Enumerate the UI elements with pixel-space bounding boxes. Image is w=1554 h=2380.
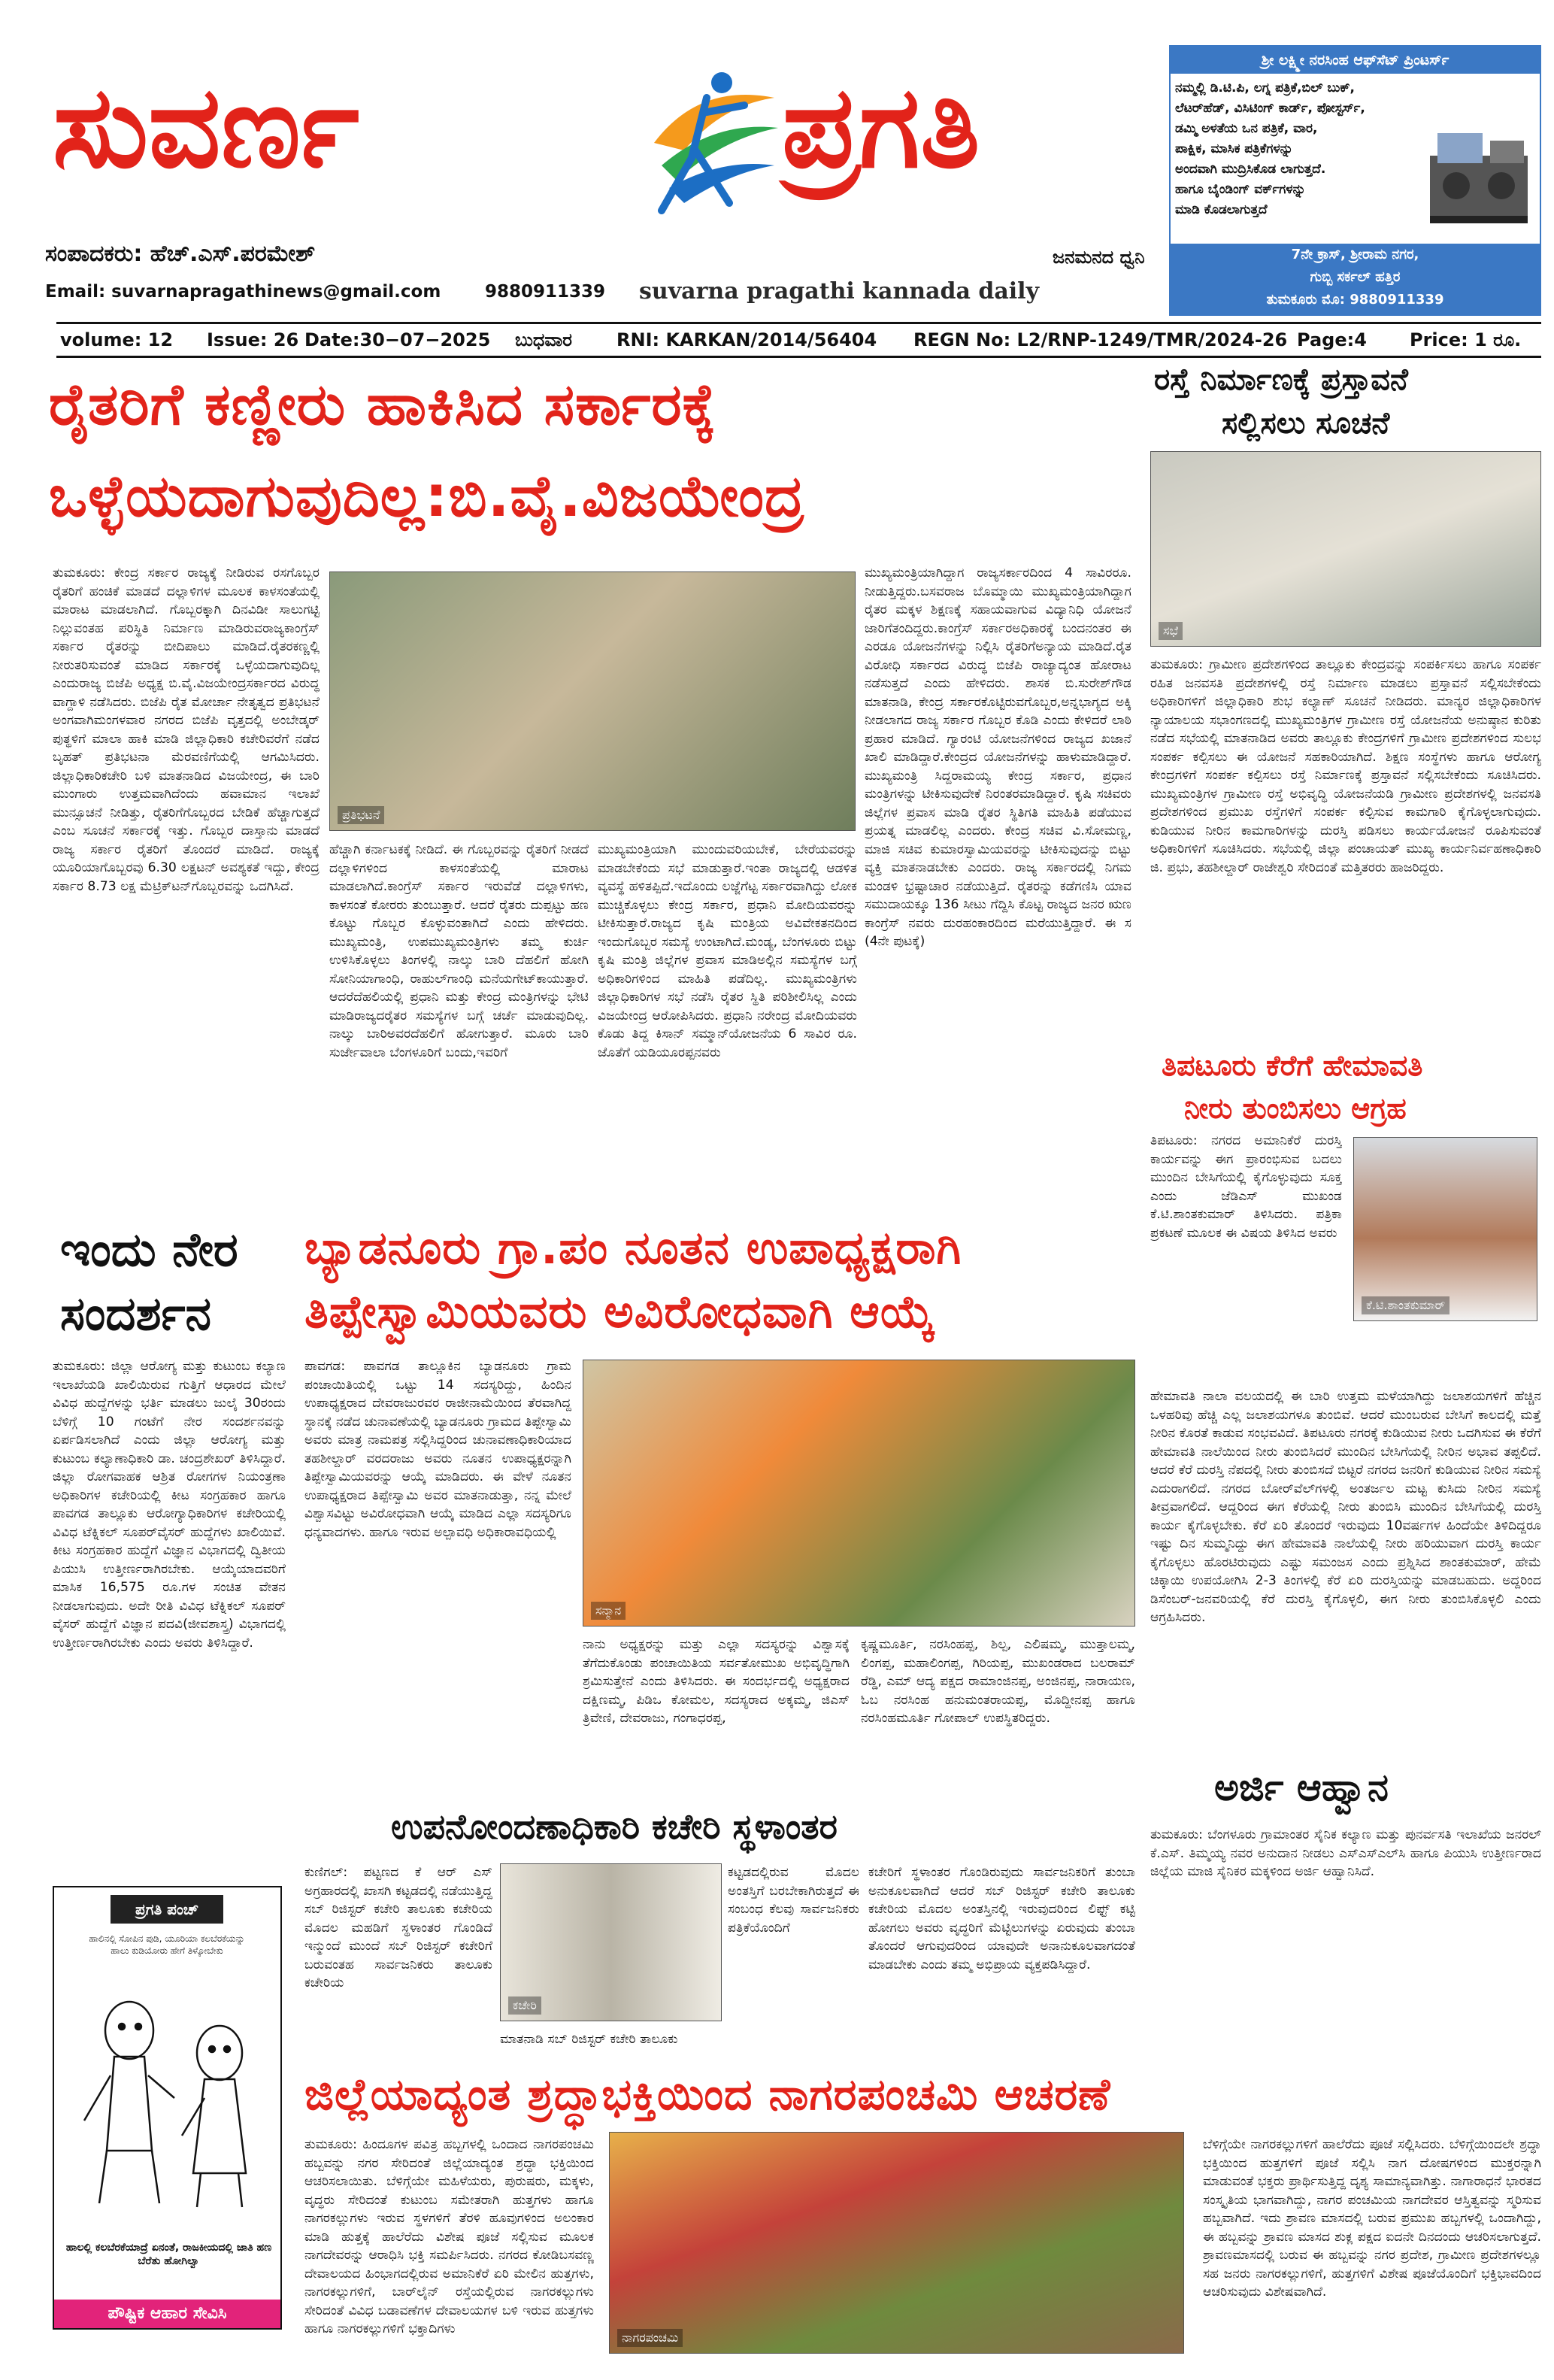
subreg-headline: ಉಪನೋಂದಣಾಧಿಕಾರಿ ಕಚೇರಿ ಸ್ಥಳಾಂತರ [391,1806,838,1847]
kicker-1: ಇಂದು ನೇರ [60,1222,238,1277]
runner-logo-icon [632,53,782,248]
lake-photo [1353,1137,1537,1321]
byadanur-photo-label: ಸನ್ಮಾನ [591,1602,626,1620]
road-body: ತುಮಕೂರು: ಗ್ರಾಮೀಣ ಪ್ರದೇಶಗಳಿಂದ ತಾಲ್ಲೂಕು ಕೇಂದ್ರವನ್ನು ಸಂಪರ್ಕಿಸಲು ಹಾಗೂ ಸಂಪರ್ಕ ರಹಿತ ಜನವಸತಿ ಪ್ರದೇಶಗಳಲ್ಲಿ ರಸ್ತೆ ನಿರ್ಮಾಣ ಮಾಡಲು ಪ್ರಸ್ತಾವನೆ ಸಲ್ಲಿಸಬೇಕೆಂದು ಅಧಿಕಾರಿಗಳಿಗೆ ಜಿಲ್ಲಾಧಿಕಾರಿ ಶುಭ ಕಲ್ಯಾಣ್ ಸೂಚನೆ ನೀಡಿದರು. ಮಾನ್ಯರ ಜಿಲ್ಲಾಧಿಕಾರಿಗಳ ನ್ಯಾಯಾಲಯ ಸಭಾಂಗಣದಲ್ಲಿ ಮುಖ್ಯಮಂತ್ರಿಗಳ ಗ್ರಾಮೀಣ ರಸ್ತೆ ಯೋಜನೆಯ ಅನುಷ್ಠಾನ ಕುರಿತು ನಡೆದ ಸಭೆಯಲ್ಲಿ ಮಾತನಾಡಿದ ಅವರು ತಾಲ್ಲೂಕು ಕೇಂದ್ರಗಳಿಗೆ ಗ್ರಾಮೀಣ ಪ್ರದೇಶಗಳಿಂದ ಸುಲಭ ಸಂಪರ್ಕ ಕಲ್ಪಿಸಲು ಈ ಯೋಜನೆ ಸಹಕಾರಿಯಾಗಿದೆ. ಶಿಕ್ಷಣ ಸಂಸ್ಥೆಗಳು ಹಾಗೂ ಆರೋಗ್ಯ ಕೇಂದ್ರಗಳಿಗೆ ಸಂಪರ್ಕ ಕಲ್ಪಿಸಲು ರಸ್ತೆ ನಿರ್ಮಾಣಕ್ಕೆ ಪ್ರಸ್ತಾವನೆ ಸಲ್ಲಿಸಬೇಕೆಂದು ಸೂಚಿಸಿದರು. ಮುಖ್ಯಮಂತ್ರಿಗಳ ಗ್ರಾಮೀಣ ರಸ್ತೆ ಅಭಿವೃದ್ಧಿ ಯೋಜನೆಯಡಿ ಗ್ರಾಮೀಣ ಪ್ರದೇಶಗಳಲ್ಲಿ ಜನವಸತಿ ಪ್ರದೇಶಗಳಿಂದ ಪ್ರಮುಖ ರಸ್ತೆಗಳಿಗೆ ಸಂಪರ್ಕ ಕಲ್ಪಿಸುವ ಕಾಮಗಾರಿ ಕೈಗೊಳ್ಳಲಾಗುವುದು. ಕುಡಿಯುವ ನೀರಿನ ಕಾಮಗಾರಿಗಳನ್ನು ದುರಸ್ತಿ ಪಡಿಸಲು ಕಾರ್ಯಯೋಜನೆ ರೂಪಿಸುವಂತೆ ಅಧಿಕಾರಿಗಳಿಗೆ ಸೂಚಿಸಿದರು. ಸಭೆಯಲ್ಲಿ ಜಿಲ್ಲಾ ಪಂಚಾಯತ್ ಮುಖ್ಯ ಕಾರ್ಯನಿರ್ವಹಣಾಧಿಕಾರಿ ಜಿ. ಪ್ರಭು, ತಹಶೀಲ್ದಾರ್ ರಾಜೇಶ್ವರಿ ಸೇರಿದಂತೆ ಮತ್ತಿತರರು ಹಾಜರಿದ್ದರು. [1150,657,1541,875]
info-bar [56,322,1541,358]
masthead [15,23,1165,323]
lead-col-4: ಮುಖ್ಯಮಂತ್ರಿಯಾಗಿದ್ದಾಗ ರಾಜ್ಯಸರ್ಕಾರದಿಂದ 4 ಸಾವಿರರೂ. ನೀಡುತ್ತಿದ್ದರು.ಬಸವರಾಜ ಬೊಮ್ಮಾಯಿ ಮುಖ್ಯಮಂತ್ರಿಯಾಗಿದ್ದಾಗ ರೈತರ ಮಕ್ಕಳ ಶಿಕ್ಷಣಕ್ಕೆ ಸಹಾಯವಾಗುವ ವಿದ್ಯಾನಿಧಿ ಯೋಜನೆ ಜಾರಿಗೆತಂದಿದ್ದರು.ಕಾಂಗ್ರೆಸ್ ಸರ್ಕಾರಅಧಿಕಾರಕ್ಕೆ ಬಂದನಂತರ ಈ ಎರಡೂ ಯೋಜನೆಗಳನ್ನು ನಿಲ್ಲಿಸಿ ರೈತರಿಗೆಅನ್ಯಾಯ ಮಾಡಿದೆ.ರೈತ ವಿರೋಧಿ ಸರ್ಕಾರದ ವಿರುದ್ಧ ಬಿಜೆಪಿ ರಾಜ್ಯಾದ್ಯಂತ ಹೋರಾಟ ನಡೆಸುತ್ತದೆ ಎಂದು ಹೇಳಿದರು. ಶಾಸಕ ಬಿ.ಸುರೇಶ್‌ಗೌಡ ಮಾತನಾಡಿ, ಕೇಂದ್ರ ಸರ್ಕಾರಕೊಟ್ಟಿರುವಗೊಬ್ಬರ,ಅನ್ನಭಾಗ್ಯದ ಅಕ್ಕಿ ನೀಡಲಾಗದ ರಾಜ್ಯ ಸರ್ಕಾರ ಗೊಬ್ಬರ ಕೊಡಿ ಎಂದು ಕೇಳಿದರೆ ಲಾಠಿ ಪ್ರಹಾರ ಮಾಡಿದೆ. ಗ್ಯಾರಂಟಿ ಯೋಜನೆಗಳಿಂದ ರಾಜ್ಯದ ಖಜಾನೆ ಖಾಲಿ ಮಾಡಿದ್ದಾರೆ.ಕೇಂದ್ರದ ಯೋಜನೆಗಳನ್ನು ಹಾಳುಮಾಡಿದ್ದಾರೆ. ಮುಖ್ಯಮಂತ್ರಿ ಸಿದ್ದರಾಮಯ್ಯ ಕೇಂದ್ರ ಸರ್ಕಾರ, ಪ್ರಧಾನ ಮಂತ್ರಿಗಳನ್ನು ಟೀಕಿಸುವುದೇಕೆ ನಿರಂತರಮಾಡಿದ್ದಾರೆ. ಕೃಷಿ ಸಚಿವರು ಜಿಲ್ಲೆಗಳ ಪ್ರವಾಸ ಮಾಡಿ ರೈತರ ಸ್ಥಿತಿಗತಿ ಮಾಹಿತಿ ಪಡೆಯುವ ಪ್ರಯತ್ನ ಮಾಡಲಿಲ್ಲ ಎಂದರು. ಕೇಂದ್ರ ಸಚಿವ ವಿ.ಸೋಮಣ್ಣ, ಮಾಜಿ ಸಚಿವ ಕುಮಾರಸ್ವಾಮಿಯವರನ್ನು ಟೀಕಿಸುವುದನ್ನು ಬಿಟ್ಟು ವ್ಯಕ್ತಿ ಮಾತನಾಡಬೇಕು ಎಂದರು. ರಾಜ್ಯ ಸರ್ಕಾರದಲ್ಲಿ ನಿಗಮ ಮಂಡಳಿ ಭ್ರಷ್ಟಾಚಾರ ನಡೆಯುತ್ತಿದೆ. ರೈತರನ್ನು ಕಡೆಗಣಿಸಿ ಯಾವ ಸಮುದಾಯಕ್ಕೂ 136 ಸೀಟು ಗೆದ್ದಿಸಿ ಕೊಟ್ಟ ರಾಜ್ಯದ ಜನರ ಋಣ ಕಾಂಗ್ರೆಸ್ ನವರು ದುರಹಂಕಾರದಿಂದ ಮರೆಯುತ್ತಿದ್ದಾರೆ. ಈ ಸ (4ನೇ ಪುಟಕ್ಕೆ) [865,565,1131,949]
lake-body: ಹೇಮಾವತಿ ನಾಲಾ ವಲಯದಲ್ಲಿ ಈ ಬಾರಿ ಉತ್ತಮ ಮಳೆಯಾಗಿದ್ದು ಜಲಾಶಯಗಳಿಗೆ ಹೆಚ್ಚಿನ ಒಳಹರಿವು ಹೆಚ್ಚಿ ಎಲ್ಲ ಜಲಾಶಯಗಳೂ ತುಂಬಿವೆ. ಆದರೆ ಮುಂಬರುವ ಬೇಸಿಗೆ ಕಾಲದಲ್ಲಿ ಮತ್ತೆ ನೀರಿನ ಕೊರತೆ ಕಾಡುವ ಸಂಭವವಿದೆ. ತಿಪಟೂರು ನಗರಕ್ಕೆ ಕುಡಿಯುವ ನೀರು ಒದಗಿಸುವ ಈ ಕೆರೆಗೆ ಹೇಮಾವತಿ ನಾಲೆಯಿಂದ ನೀರು ತುಂಬಿಸಿದರೆ ಮುಂದಿನ ಬೇಸಿಗೆಯಲ್ಲಿ ನೀರಿನ ಅಭಾವ ತಪ್ಪಲಿದೆ. ಆದರೆ ಕೆರೆ ದುರಸ್ತಿ ನೆಪದಲ್ಲಿ ನೀರು ತುಂಬಿಸದೆ ಬಿಟ್ಟರೆ ನಗರದ ಜನರಿಗೆ ಕುಡಿಯುವ ನೀರಿನ ಸಮಸ್ಯೆ ಎದುರಾಗಲಿದೆ. ನಗರದ ಬೋರ್‌ವೆಲ್‌ಗಳಲ್ಲಿ ಅಂತರ್ಜಲ ಮಟ್ಟ ಕುಸಿದು ನೀರಿನ ಸಮಸ್ಯೆ ತೀವ್ರವಾಗಲಿದೆ. ಆದ್ದರಿಂದ ಈಗ ಕೆರೆಯಲ್ಲಿ ನೀರು ತುಂಬಿಸಿ ಮುಂದಿನ ಬೇಸಿಗೆಯಲ್ಲಿ ದುರಸ್ತಿ ಕಾರ್ಯ ಕೈಗೊಳ್ಳಬೇಕು. ಕೆರೆ ಏರಿ ತೊಂದರೆ ಇರುವುದು 10ವರ್ಷಗಳ ಹಿಂದೆಯೇ ತಿಳಿದಿದ್ದರೂ ಇಷ್ಟು ದಿನ ಸುಮ್ಮನಿದ್ದು ಈಗ ಹೇಮಾವತಿ ನಾಲೆಯಲ್ಲಿ ನೀರು ಹರಿಯುವಾಗ ದುರಸ್ತಿ ಕಾರ್ಯ ಕೈಗೊಳ್ಳಲು ಹೊರಟಿರುವುದು ಎಷ್ಟು ಸಮಂಜಸ ಎಂದು ಪ್ರಶ್ನಿಸಿದ ಶಾಂತಕುಮಾರ್, ಹೇಮೆ ಚಿಕ್ಕಾಯಿ ಉಪಯೋಗಿಸಿ 2-3 ತಿಂಗಳಲ್ಲಿ ಕೆರೆ ಏರಿ ದುರಸ್ತಿಯನ್ನು ಮಾಡಬಹುದು. ಅದ್ದರಿಂದ ಡಿಸೆಂಬರ್-ಜನವರಿಯಲ್ಲಿ ಕೆರೆ ದುರಸ್ತಿ ಕೈಗೊಳ್ಳಲಿ, ಈಗ ನೀರು ತುಂಬಿಸಿಕೊಳ್ಳಲಿ ಎಂದು ಆಗ್ರಹಿಸಿದರು. [1150,1389,1541,1625]
office-photo-label: ಕಚೇರಿ [508,1996,541,2015]
rni-number: RNI: KARKAN/2014/56404 [616,329,877,350]
issue: Issue: 26 [207,329,299,350]
cartoon-title: ಪ್ರಗತಿ ಪಂಚ್ [111,1895,223,1924]
arji-body: ತುಮಕೂರು: ಬೆಂಗಳೂರು ಗ್ರಾಮಾಂತರ ಸೈನಿಕ ಕಲ್ಯಾಣ ಮತ್ತು ಪುನರ್ವಸತಿ ಇಲಾಖೆಯ ಜನರಲ್ ಕೆ.ಎಸ್. ತಿಮ್ಮಯ್ಯ ನವರ ಅನುದಾನ ನೀಡಲು ಎಸ್‌ಎಸ್‌ಎಲ್‌ಸಿ ಹಾಗೂ ಪಿಯುಸಿ ಉತ್ತೀರ್ಣರಾದ ಜಿಲ್ಲೆಯ ಮಾಜಿ ಸೈನಿಕರ ಮಕ್ಕಳಿಂದ ಅರ್ಜಿ ಆಹ್ವಾನಿಸಿದೆ. [1150,1827,1541,1879]
byadanur-photo [583,1360,1135,1627]
lead-photo-label: ಪ್ರತಿಭಟನೆ [338,806,384,824]
lake-headline-2: ನೀರು ತುಂಬಿಸಲು ಆಗ್ರಹ [1184,1092,1407,1125]
cartoon-footer: ಪೌಷ್ಟಿಕ ಆಹಾರ ಸೇವಿಸಿ [54,2300,280,2328]
lead-col-2: ಹೆಚ್ಚಾಗಿ ಕರ್ನಾಟಕಕ್ಕೆ ನೀಡಿದೆ. ಈ ಗೊಬ್ಬರವನ್ನು ರೈತರಿಗೆ ನೀಡದೆ ದಲ್ಲಾಳಿಗಳಿಂದ ಕಾಳಸಂತೆಯಲ್ಲಿ ಮಾರಾಟ ಮಾಡಲಾಗಿದೆ.ಕಾಂಗ್ರೆಸ್ ಸರ್ಕಾರ ಇರುವೆಡೆ ದಲ್ಲಾಳಿಗಳು, ಕಾಳಸಂತೆ ಕೋರರು ತುಂಬುತ್ತಾರೆ. ಆದರೆ ರೈತರು ದುಪ್ಪಟ್ಟು ಹಣ ಕೊಟ್ಟು ಗೊಬ್ಬರ ಕೊಳ್ಳುವಂತಾಗಿದೆ ಎಂದು ಹೇಳಿದರು. ಮುಖ್ಯಮಂತ್ರಿ, ಉಪಮುಖ್ಯಮಂತ್ರಿಗಳು ತಮ್ಮ ಕುರ್ಚಿ ಉಳಿಸಿಕೊಳ್ಳಲು ತಿಂಗಳಲ್ಲಿ ನಾಲ್ಕು ಬಾರಿ ದೆಹಲಿಗೆ ಹೋಗಿ ಸೋನಿಯಾಗಾಂಧಿ, ರಾಹುಲ್‌ಗಾಂಧಿ ಮನೆಯಗೇಟ್‌ಕಾಯುತ್ತಾರೆ. ಆದರೆದೆಹಲಿಯಲ್ಲಿ ಪ್ರಧಾನಿ ಮತ್ತು ಕೇಂದ್ರ ಮಂತ್ರಿಗಳನ್ನು ಭೇಟಿ ಮಾಡಿರಾಜ್ಯದರೈತರ ಸಮಸ್ಯೆಗಳ ಬಗ್ಗೆ ಚರ್ಚೆ ಮಾಡುವುದಿಲ್ಲ. ನಾಲ್ಕು ಬಾರಿಅವರದೆಹಲಿಗೆ ಹೋಗುತ್ತಾರೆ. ಮೂರು ಬಾರಿ ಸುರ್ಜೇವಾಲಾ ಬೆಂಗಳೂರಿಗೆ ಬಂದು,ಇವರಿಗೆ [329,842,589,1060]
ad-address-line: ತುಮಕೂರು ಮೊ: 9880911339 [1266,292,1444,308]
date: Date:30−07−2025 [304,329,491,350]
road-photo-label: ಸಭೆ [1159,622,1183,640]
lake-intro: ತಿಪಟೂರು: ನಗರದ ಅಮಾನಿಕೆರೆ ದುರಸ್ತಿ ಕಾರ್ಯವನ್ನು ಈಗ ಪ್ರಾರಂಭಿಸುವ ಬದಲು ಮುಂದಿನ ಬೇಸಿಗೆಯಲ್ಲಿ ಕೈಗೊಳ್ಳುವುದು ಸೂಕ್ತ ಎಂದು ಜೆಡಿಎಸ್ ಮುಖಂಡ ಕೆ.ಟಿ.ಶಾಂತಕುಮಾರ್ ತಿಳಿಸಿದರು. ಪತ್ರಿಕಾ ಪ್ರಕಟಣೆ ಮೂಲಕ ಈ ವಿಷಯ ತಿಳಿಸಿದ ಅವರು [1150,1133,1342,1241]
arji-headline: ಅರ್ಜಿ ಆಹ್ವಾನ [1214,1766,1389,1809]
byadanur-col-2: ನಾನು ಅಧ್ಯಕ್ಷರನ್ನು ಮತ್ತು ಎಲ್ಲಾ ಸದಸ್ಯರನ್ನು ವಿಶ್ವಾಸಕ್ಕೆ ತೆಗೆದುಕೊಂಡು ಪಂಚಾಯಿತಿಯ ಸರ್ವತೋಮುಖ ಅಭಿವೃದ್ಧಿಗಾಗಿ ಶ್ರಮಿಸುತ್ತೇನೆ ಎಂದು ತಿಳಿಸಿದರು. ಈ ಸಂದರ್ಭದಲ್ಲಿ ಅಧ್ಯಕ್ಷರಾದ ದಕ್ಷಿಣಮ್ಮ, ಪಿಡಿಒ ಕೋಮಲ, ಸದಸ್ಯರಾದ ಅಕ್ಕಮ್ಮ, ಜಿಎಸ್ ತ್ರಿವೇಣಿ, ದೇವರಾಜು, ಗಂಗಾಧರಪ್ಪ, [583,1637,850,1726]
ad-line: ನಮ್ಮಲ್ಲಿ ಡಿ.ಟಿ.ಪಿ, ಲಗ್ನ ಪತ್ರಿಕೆ,ಬಿಲ್ ಬುಕ್, [1175,80,1355,96]
email-line: Email: suvarnapragathinews@gmail.com [45,282,441,302]
phone-line: 9880911339 [485,282,606,302]
subreg-col-1: ಕುಣಿಗಲ್: ಪಟ್ಟಣದ ಕೆ ಆರ್ ಎಸ್ ಅಗ್ರಹಾರದಲ್ಲಿ ಖಾಸಗಿ ಕಟ್ಟಡದಲ್ಲಿ ನಡೆಯುತ್ತಿದ್ದ ಸಬ್ ರಿಜಿಸ್ಟರ್ ಕಚೇರಿ ತಾಲೂಕು ಕಚೇರಿಯ ಮೊದಲ ಮಹಡಿಗೆ ಸ್ಥಳಾಂತರ ಗೊಂಡಿದೆ ಇನ್ಮುಂದೆ ಮುಂದೆ ಸಬ್ ರಿಜಿಸ್ಟರ್ ಕಚೇರಿಗೆ ಬರುವಂತಹ ಸಾರ್ವಜನಿಕರು ತಾಲೂಕು ಕಚೇರಿಯ [304,1865,492,1990]
ad-line: ಮಾಡಿ ಕೊಡಲಾಗುತ್ತದೆ [1175,202,1268,217]
ad-address-line: 7ನೇ ಕ್ರಾಸ್, ಶ್ರೀರಾಮ ನಗರ, [1291,247,1419,262]
road-headline-2: ಸಲ್ಲಿಸಲು ಸೂಚನೆ [1222,406,1390,441]
page-number: Page:4 [1297,329,1367,350]
byadanur-col-1: ಪಾವಗಡ: ಪಾವಗಡ ತಾಲ್ಲೂಕಿನ ಬ್ಯಾಡನೂರು ಗ್ರಾಮ ಪಂಚಾಯಿತಿಯಲ್ಲಿ ಒಟ್ಟು 14 ಸದಸ್ಯರಿದ್ದು, ಹಿಂದಿನ ಉಪಾಧ್ಯಕ್ಷರಾದ ದೇವರಾಜುರವರ ರಾಜೀನಾಮೆಯಿಂದ ತೆರವಾಗಿದ್ದ ಸ್ಥಾನಕ್ಕೆ ನಡೆದ ಚುನಾವಣೆಯಲ್ಲಿ ಬ್ಯಾಡನೂರು ಗ್ರಾಮದ ತಿಪ್ಪೇಸ್ವಾಮಿ ಅವರು ಮಾತ್ರ ನಾಮಪತ್ರ ಸಲ್ಲಿಸಿದ್ದರಿಂದ ಚುನಾವಣಾಧಿಕಾರಿಯಾದ ತಹಶೀಲ್ದಾರ್ ವರದರಾಜು ಅವರು ನೂತನ ಉಪಾಧ್ಯಕ್ಷರನ್ನಾಗಿ ತಿಪ್ಪೇಸ್ವಾಮಿಯವರನ್ನು ಆಯ್ಕೆ ಮಾಡಿದರು. ಈ ವೇಳೆ ನೂತನ ಉಪಾಧ್ಯಕ್ಷರಾದ ತಿಪ್ಪೇಸ್ವಾಮಿ ಅವರ ಮಾತನಾಡುತ್ತಾ, ನನ್ನ ಮೇಲೆ ವಿಶ್ವಾಸವಿಟ್ಟು ಅವಿರೋಧವಾಗಿ ಆಯ್ಕೆ ಮಾಡಿದ ಎಲ್ಲಾ ಸದಸ್ಯರಿಗೂ ಧನ್ಯವಾದಗಳು. ಹಾಗೂ ಇರುವ ಅಲ್ಪಾವಧಿ ಅಧಿಕಾರಾವಧಿಯಲ್ಲಿ [304,1359,571,1540]
ad-printers [1169,45,1541,316]
lake-headline-1: ತಿಪಟೂರು ಕೆರೆಗೆ ಹೇಮಾವತಿ [1162,1049,1423,1082]
subreg-col-3: ಕಚೇರಿಗೆ ಸ್ಥಳಾಂತರ ಗೊಂಡಿರುವುದು ಸಾರ್ವಜನಿಕರಿಗೆ ತುಂಬಾ ಅನುಕೂಲವಾಗಿದೆ ಆದರೆ ಸಬ್ ರಿಜಿಸ್ಟರ್ ಕಚೇರಿ ತಾಲೂಕು ಕಚೇರಿಯ ಮೊದಲ ಅಂತಸ್ತಿನಲ್ಲಿ ಇರುವುದರಿಂದ ಲಿಫ್ಟ್ ಕಟ್ಟಿ ಹೋಗಲು ಅವರು ವೃದ್ಧರಿಗೆ ಮೆಟ್ಟಿಲುಗಳನ್ನು ಏರುವುದು ತುಂಬಾ ತೊಂದರೆ ಆಗುವುದರಿಂದ ಯಾವುದೇ ಅನಾನುಕೂಲವಾಗದಂತೆ ಮಾಡಬೇಕು ಎಂದು ತಮ್ಮ ಅಭಿಪ್ರಾಯ ವ್ಯಕ್ತಪಡಿಸಿದ್ದಾರೆ. [868,1865,1135,1972]
ad-line: ಹಾಗೂ ಬೈಂಡಿಂಗ್ ವರ್ಕ್‌ಗಳನ್ನು [1175,182,1306,197]
office-photo [500,1863,722,2021]
logo-emblem [632,53,782,248]
ad-address-line: ಗುಬ್ಬಿ ಸರ್ಕಲ್ ಹತ್ತಿರ [1310,269,1401,285]
subreg-col-2-tail: ಮಾತನಾಡಿ ಸಬ್ ರಿಜಿಸ್ಟರ್ ಕಚೇರಿ ತಾಲೂಕು [500,2032,678,2047]
ad-line: ಡಮ್ಮಿ ಅಳತೆಯ ಒನ ಪತ್ರಿಕೆ, ವಾರ, [1175,121,1318,136]
printing-press-icon [1422,118,1535,231]
editor-line: ಸಂಪಾದಕರು: ಹೆಚ್.ಎಸ್.ಪರಮೇಶ್ [45,241,316,267]
nagara-headline: ಜಿಲ್ಲೆಯಾದ್ಯಂತ ಶ್ರದ್ಧಾಭಕ್ತಿಯಿಂದ ನಾಗರಪಂಚಮಿ ಆಚರಣೆ [304,2069,1111,2120]
weekday: ಬುಧವಾರ [515,329,572,350]
ad-address [1171,244,1540,314]
nagara-photo [609,2132,1184,2354]
lead-col-1: ತುಮಕೂರು: ಕೇಂದ್ರ ಸರ್ಕಾರ ರಾಜ್ಯಕ್ಕೆ ನೀಡಿರುವ ರಸಗೊಬ್ಬರ ರೈತರಿಗೆ ಹಂಚಿಕೆ ಮಾಡದೆ ದಲ್ಲಾಳಿಗಳ ಮೂಲಕ ಕಾಳಸಂತೆಯಲ್ಲಿ ಮಾರಾಟ ಮಾಡಲಾಗಿದೆ. ಗೊಬ್ಬರಕ್ಕಾಗಿ ದಿನವಿಡೀ ಸಾಲುಗಟ್ಟಿ ನಿಲ್ಲುವಂತಹ ಪರಿಸ್ಥಿತಿ ನಿರ್ಮಾಣ ಮಾಡಿರುವರಾಜ್ಯಕಾಂಗ್ರೆಸ್ ಸರ್ಕಾರ ರೈತರನ್ನು ಬೀದಿಪಾಲು ಮಾಡಿದೆ.ರೈತರಕಣ್ಣಲ್ಲಿ ನೀರುತರಿಸುವಂತೆ ಮಾಡಿದ ಸರ್ಕಾರಕ್ಕೆ ಒಳ್ಳೆಯದಾಗುವುದಿಲ್ಲ ಎಂದುರಾಜ್ಯ ಬಿಜೆಪಿ ಅಧ್ಯಕ್ಷ ಬಿ.ವೈ.ವಿಜಯೇಂದ್ರಸರ್ಕಾರದ ವಿರುದ್ಧ ವಾಗ್ದಾಳಿ ನಡೆಸಿದರು. ಬಿಜೆಪಿ ರೈತ ಮೋರ್ಚಾ ನೇತೃತ್ವದ ಪ್ರತಿಭಟನೆ ಅಂಗವಾಗಿಮಂಗಳವಾರ ನಗರದ ಬಿಜೆಪಿ ವೃತ್ತದಲ್ಲಿ ಅಂಬೇಡ್ಕರ್ ಪುತ್ಥಳಿಗೆ ಮಾಲಾ ಹಾಕಿ ಮಾಡಿ ಜಿಲ್ಲಾಧಿಕಾರಿ ಕಚೇರಿವರೆಗೆ ನಡೆದ ಬೃಹತ್ ಪ್ರತಿಭಟನಾ ಮೆರವಣಿಗೆಯಲ್ಲಿ ಆಗಮಿಸಿದರು. ಜಿಲ್ಲಾಧಿಕಾರಿಕಚೇರಿ ಬಳಿ ಮಾತನಾಡಿದ ವಿಜಯೇಂದ್ರ, ಈ ಬಾರಿ ಮುಂಗಾರು ಉತ್ತಮವಾಗಿದೆಂದು ಹವಾಮಾನ ಇಲಾಖೆ ಮುನ್ಸೂಚನೆ ನೀಡಿತ್ತು, ರೈತರಿಗೆಗೊಬ್ಬರದ ಬೇಡಿಕೆ ಹೆಚ್ಚಾಗುತ್ತದೆ ಎಂಬ ಸೂಚನೆ ಸರ್ಕಾರಕ್ಕೆ ಇತ್ತು. ಗೊಬ್ಬರ ದಾಸ್ತಾನು ಮಾಡದೆ ರಾಜ್ಯ ಸರ್ಕಾರ ರೈತರಿಗೆ ತೊಂದರೆ ಮಾಡಿದೆ. ರಾಜ್ಯಕ್ಕೆ ಯೂರಿಯಾಗೊಬ್ಬರವು 6.30 ಲಕ್ಷಟನ್ ಅವಶ್ಯಕತೆ ಇದ್ದು, ಕೇಂದ್ರ ಸರ್ಕಾರ 8.73 ಲಕ್ಷ ಮೆಟ್ರಿಕ್‌ಟನ್‌ಗೊಬ್ಬರವನ್ನು ಒದಗಿಸಿದೆ. [53,565,320,894]
volume: volume: 12 [60,329,174,350]
byadanur-col-3: ಕೃಷ್ಣಮೂರ್ತಿ, ನರಸಿಂಹಪ್ಪ, ಶಿಲ್ಪ, ಎಲಿಷಮ್ಮ, ಮುತ್ತಾಲಮ್ಮ, ಲಿಂಗಪ್ಪ, ಮಹಾಲಿಂಗಪ್ಪ, ಗಿರಿಯಪ್ಪ, ಮುಖಂಡರಾದ ಬಲರಾಮ್ ರೆಡ್ಡಿ, ಎಮ್ ಆದ್ಯ ಪಕ್ಷದ ರಾಮಾಂಜಿನಪ್ಪ, ಅಂಜಿನಪ್ಪ, ನಾರಾಯಣ, ಓಬ ನರಸಿಂಹ ಹನುಮಂತರಾಯಪ್ಪ, ಮೊದ್ದೀನಪ್ಪ ಹಾಗೂ ನರಸಿಂಹಮೂರ್ತಿ ಗೋಪಾಲ್ ಉಪಸ್ಥಿತರಿದ್ದರು. [861,1637,1135,1726]
cartoon-box [53,1886,282,2330]
regn-number: REGN No: L2/RNP-1249/TMR/2024-26 [913,329,1288,350]
cartoon-caption: ಹಾಲಲ್ಲಿ ಕಲಬೆರಕೆಯಾದ್ರೆ ಏನಂತೆ, ರಾಜಕೀಯದಲ್ಲಿ ಜಾತಿ ಹಣ ಬೆರೆತು ಹೋಗಿಲ್ವಾ [65,2242,272,2267]
nagara-col-3: ಬೆಳಿಗ್ಗೆಯೇ ನಾಗರಕಲ್ಲುಗಳಿಗೆ ಹಾಲೆರೆದು ಪೂಜೆ ಸಲ್ಲಿಸಿದರು. ಬೆಳಿಗ್ಗೆಯಿಂದಲೇ ಶ್ರದ್ಧಾ ಭಕ್ತಿಯಿಂದ ಹುತ್ತಗಳಿಗೆ ಪೂಜೆ ಸಲ್ಲಿಸಿ ನಾಗ ದೋಷಗಳಿಂದ ಮುಕ್ತರನ್ನಾಗಿ ಮಾಡುವಂತೆ ಭಕ್ತರು ಪ್ರಾರ್ಥಿಸುತ್ತಿದ್ದ ದೃಶ್ಯ ಸಾಮಾನ್ಯವಾಗಿತ್ತು. ನಾಗಾರಾಧನೆ ಭಾರತದ ಸಂಸ್ಕೃತಿಯ ಭಾಗವಾಗಿದ್ದು, ನಾಗರ ಪಂಚಮಿಯ ನಾಗದೇವರ ಆಸ್ತಿತ್ವವನ್ನು ಸ್ಮರಿಸುವ ಹಬ್ಬವಾಗಿದೆ. ಇದು ಶ್ರಾವಣ ಮಾಸದಲ್ಲಿ ಬರುವ ಪ್ರಮುಖ ಹಬ್ಬಗಳಲ್ಲಿ ಒಂದಾಗಿದ್ದು, ಈ ಹಬ್ಬವನ್ನು ಶ್ರಾವಣ ಮಾಸದ ಶುಕ್ಲ ಪಕ್ಷದ ಐದನೇ ದಿನದಂದು ಆಚರಿಸಲಾಗುತ್ತದೆ. ಶ್ರಾವಣಮಾಸದಲ್ಲಿ ಬರುವ ಈ ಹಬ್ಬವನ್ನು ನಗರ ಪ್ರದೇಶ, ಗ್ರಾಮೀಣ ಪ್ರದೇಶಗಳಲ್ಲೂ ಸಹ ಜನರು ನಾಗರಕಲ್ಲುಗಳಿಗೆ, ಹುತ್ತಗಳಿಗೆ ವಿಶೇಷ ಪೂಜೆಯೊಂದಿಗೆ ಭಕ್ತಿಭಾವದಿಂದ ಆಚರಿಸುವುದು ವಿಶೇಷವಾಗಿದೆ. [1203,2137,1541,2300]
masthead-title-left: ಸುವರ್ಣ [53,62,359,193]
ad-line: ಅಂದವಾಗಿ ಮುದ್ರಿಸಿಕೊಡ ಲಾಗುತ್ತದೆ. [1175,162,1326,177]
lead-col-3: ಮುಖ್ಯಮಂತ್ರಿಯಾಗಿ ಮುಂದುವರಿಯಬೇಕೆ, ಬೇರೆಯವರನ್ನು ಮಾಡಬೇಕೆಂದು ಸಭೆ ಮಾಡುತ್ತಾರೆ.ಇಂತಾ ರಾಜ್ಯದಲ್ಲಿ ಆಡಳಿತ ವ್ಯವಸ್ಥೆ ಹಳಿತಪ್ಪಿದೆ.ಇದೊಂದು ಲಜ್ಜೆಗೆಟ್ಟ ಸರ್ಕಾರವಾಗಿದ್ದು ಲೋಕ ಮುಚ್ಚಿಕೊಳ್ಳಲು ಕೇಂದ್ರ ಸರ್ಕಾರ, ಪ್ರಧಾನಿ ಮೋದಿಯವರನ್ನು ಟೀಕಿಸುತ್ತಾರೆ.ರಾಜ್ಯದ ಕೃಷಿ ಮಂತ್ರಿಯ ಅವಿವೇಕತನದಿಂದ ಇಂದುಗೊಬ್ಬರ ಸಮಸ್ಯೆ ಉಂಟಾಗಿದೆ.ಮಂಡ್ಯ, ಬೆಂಗಳೂರು ಬಿಟ್ಟು ಕೃಷಿ ಮಂತ್ರಿ ಜಿಲ್ಲೆಗಳ ಪ್ರವಾಸ ಮಾಡಿಅಲ್ಲಿನ ಸಮಸ್ಯೆಗಳ ಬಗ್ಗೆ ಅಧಿಕಾರಿಗಳಿಂದ ಮಾಹಿತಿ ಪಡೆದಿಲ್ಲ. ಮುಖ್ಯಮಂತ್ರಿಗಳು ಜಿಲ್ಲಾಧಿಕಾರಿಗಳ ಸಭೆ ನಡೆಸಿ ರೈತರ ಸ್ಥಿತಿ ಪರಿಶೀಲಿಸಿಲ್ಲ ಎಂದು ವಿಜಯೇಂದ್ರ ಆರೋಪಿಸಿದರು. ಪ್ರಧಾನಿ ನರೇಂದ್ರ ಮೋದಿಯವರು ಕೊಡು ತಿದ್ದ ಕಿಸಾನ್ ಸಮ್ಮಾನ್‌ಯೋಜನೆಯ 6 ಸಾವಿರ ರೂ. ಜೊತೆಗೆ ಯಡಿಯೂರಪ್ಪನವರು [598,842,857,1060]
masthead-title-right: ಪ್ರಗತಿ [782,62,980,193]
ad-title: ಶ್ರೀ ಲಕ್ಷ್ಮೀ ನರಸಿಂಹ ಆಫ್‌ಸೆಟ್ ಪ್ರಿಂಟರ್ಸ್ [1171,47,1540,74]
road-photo [1150,451,1541,647]
subreg-col-2: ಕಟ್ಟಡದಲ್ಲಿರುವ ಮೊದಲ ಅಂತಸ್ತಿಗೆ ಬರಬೇಕಾಗಿರುತ್ತದೆ ಈ ಸಂಬಂಧ ಕೆಲವು ಸಾರ್ವಜನಿಕರು ಪತ್ರಿಕೆಯೊಂದಿಗೆ [728,1865,859,1936]
nagara-col-1: ತುಮಕೂರು: ಹಿಂದೂಗಳ ಪವಿತ್ರ ಹಬ್ಬಗಳಲ್ಲಿ ಒಂದಾದ ನಾಗರಪಂಚಮಿ ಹಬ್ಬವನ್ನು ನಗರ ಸೇರಿದಂತೆ ಜಿಲ್ಲೆಯಾದ್ಯಂತ ಶ್ರದ್ಧಾ ಭಕ್ತಿಯಿಂದ ಆಚರಿಸಲಾಯಿತು. ಬೆಳಿಗ್ಗೆಯೇ ಮಹಿಳೆಯರು, ಪುರುಷರು, ಮಕ್ಕಳು, ವೃದ್ಧರು ಸೇರಿದಂತೆ ಕುಟುಂಬ ಸಮೇತರಾಗಿ ಹುತ್ತಗಳು ಹಾಗೂ ನಾಗರಕಲ್ಲುಗಳು ಇರುವ ಸ್ಥಳಗಳಿಗೆ ತೆರಳಿ ಹೂವುಗಳಿಂದ ಅಲಂಕಾರ ಮಾಡಿ ಹುತ್ತಕ್ಕೆ ಹಾಲೆರೆದು ವಿಶೇಷ ಪೂಜೆ ಸಲ್ಲಿಸುವ ಮೂಲಕ ನಾಗದೇವರನ್ನು ಆರಾಧಿಸಿ ಭಕ್ತಿ ಸಮರ್ಪಿಸಿದರು. ನಗರದ ಕೋಡಿಬಸವಣ್ಣ ದೇವಾಲಯದ ಹಿಂಭಾಗದಲ್ಲಿರುವ ಅಮಾನಿಕೆರೆ ಏರಿ ಮೇಲಿನ ಹುತ್ತಗಳು, ನಾಗರಕಲ್ಲುಗಳಿಗೆ, ಬಾರ್‌ಲೈನ್ ರಸ್ತೆಯಲ್ಲಿರುವ ನಾಗರಕಲ್ಲುಗಳು ಸೇರಿದಂತೆ ವಿವಿಧ ಬಡಾವಣೆಗಳ ದೇವಾಲಯಗಳ ಬಳಿ ಇರುವ ಹುತ್ತಗಳು ಹಾಗೂ ನಾಗರಕಲ್ಲುಗಳಿಗೆ ಭಕ್ತಾದಿಗಳು [304,2137,594,2336]
interview-body: ತುಮಕೂರು: ಜಿಲ್ಲಾ ಆರೋಗ್ಯ ಮತ್ತು ಕುಟುಂಬ ಕಲ್ಯಾಣ ಇಲಾಖೆಯಡಿ ಖಾಲಿಯಿರುವ ಗುತ್ತಿಗೆ ಆಧಾರದ ಮೇಲೆ ವಿವಿಧ ಹುದ್ದೆಗಳನ್ನು ಭರ್ತಿ ಮಾಡಲು ಜುಲೈ 30ರಂದು ಬೆಳಿಗ್ಗೆ 10 ಗಂಟೆಗೆ ನೇರ ಸಂದರ್ಶನವನ್ನು ಏರ್ಪಡಿಸಲಾಗಿದೆ ಎಂದು ಜಿಲ್ಲಾ ಆರೋಗ್ಯ ಮತ್ತು ಕುಟುಂಬ ಕಲ್ಯಾಣಾಧಿಕಾರಿ ಡಾ. ಚಂದ್ರಶೇಖರ್ ತಿಳಿಸಿದ್ದಾರೆ. ಜಿಲ್ಲಾ ರೋಗವಾಹಕ ಆಶ್ರಿತ ರೋಗಗಳ ನಿಯಂತ್ರಣಾ ಅಧಿಕಾರಿಗಳ ಕಚೇರಿಯಲ್ಲಿ ಕೀಟ ಸಂಗ್ರಹಕಾರ ಹಾಗೂ ಪಾವಗಡ ತಾಲ್ಲೂಕು ಆರೋಗ್ಯಾಧಿಕಾರಿಗಳ ಕಚೇರಿಯಲ್ಲಿ ವಿವಿಧ ಟೆಕ್ನಿಕಲ್ ಸೂಪರ್‌ವೈಸರ್ ಹುದ್ದೆಗಳು ಖಾಲಿಯಿವೆ. ಕೀಟ ಸಂಗ್ರಹಕಾರ ಹುದ್ದೆಗೆ ವಿಜ್ಞಾನ ವಿಭಾಗದಲ್ಲಿ ದ್ವಿತೀಯ ಪಿಯುಸಿ ಉತ್ತೀರ್ಣರಾಗಿರಬೇಕು. ಆಯ್ಕೆಯಾದವರಿಗೆ ಮಾಸಿಕ 16,575 ರೂ.ಗಳ ಸಂಚಿತ ವೇತನ ನೀಡಲಾಗುವುದು. ಅದೇ ರೀತಿ ವಿವಿಧ ಟೆಕ್ನಿಕಲ್ ಸೂಪರ್ ವೈಸರ್ ಹುದ್ದೆಗೆ ವಿಜ್ಞಾನ ಪದವಿ(ಜೀವಶಾಸ್ತ್ರ) ವಿಭಾಗದಲ್ಲಿ ಉತ್ತೀರ್ಣರಾಗಿರಬೇಕು ಎಂದು ಅವರು ತಿಳಿಸಿದ್ದಾರೆ. [53,1359,286,1651]
lead-headline-1: ರೈತರಿಗೆ ಕಣ್ಣೀರು ಹಾಕಿಸಿದ ಸರ್ಕಾರಕ್ಕೆ [49,371,717,438]
price: Price: 1 ರೂ. [1410,329,1522,350]
ad-line: ಲೆಟರ್‌ಹೆಡ್, ವಿಸಿಟಿಂಗ್ ಕಾರ್ಡ್, ಪೋಸ್ಟರ್ಸ್, [1175,101,1365,116]
byadanur-headline-2: ತಿಪ್ಪೇಸ್ವಾಮಿಯವರು ಅವಿರೋಧವಾಗಿ ಆಯ್ಕೆ [304,1286,936,1339]
tagline: ಜನಮನದ ಧ್ವನಿ [1053,247,1145,268]
ad-line: ಪಾಕ್ಷಿಕ, ಮಾಸಿಕ ಪತ್ರಿಕೆಗಳನ್ನು [1175,141,1293,156]
lake-photo-label: ಕೆ.ಟಿ.ಶಾಂತಕುಮಾರ್ [1362,1296,1449,1314]
cartoon-drawing-icon [69,1985,268,2211]
ad-lines [1175,78,1423,220]
english-name: suvarna pragathi kannada daily [639,278,1040,305]
byadanur-headline-1: ಬ್ಯಾಡನೂರು ಗ್ರಾ.ಪಂ ನೂತನ ಉಪಾಧ್ಯಕ್ಷರಾಗಿ [304,1222,962,1275]
lead-headline-2: ಒಳ್ಳೆಯದಾಗುವುದಿಲ್ಲ:ಬಿ.ವೈ.ವಿಜಯೇಂದ್ರ [49,462,805,529]
lead-photo [329,572,856,831]
cartoon-speech: ಹಾಲಿನಲ್ಲಿ ಸೋಪಿನ ಪುಡಿ, ಯೂರಿಯಾ ಕಲಬೆರಕೆಯನ್ನು ಹಾಲು ಕುಡಿಯೋರು ಹೇಗೆ ತಿಳ್ಕೋಬೇಕು [89,1933,245,1956]
road-headline-1: ರಸ್ತೆ ನಿರ್ಮಾಣಕ್ಕೆ ಪ್ರಸ್ತಾವನೆ [1154,362,1408,397]
kicker-2: ಸಂದರ್ಶನ [60,1286,212,1341]
nagara-photo-label: ನಾಗರಪಂಚಮಿ [617,2329,683,2347]
